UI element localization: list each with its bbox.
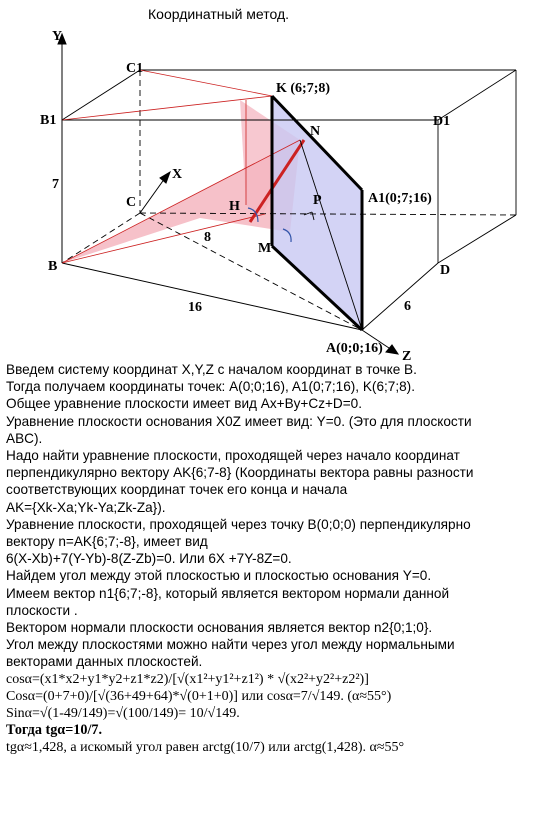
formula-cos-general: cosα=(x1*x2+y1*y2+z1*z2)/[√(x1²+y1²+z1²) * √(x2²+y2²+z2²)]: [6, 671, 369, 687]
text-line-14: Имеем вектор n1{6;7;-8}, который является вектором нормали данной: [6, 585, 450, 601]
text-line-4: Уравнение плоскости основания X0Z имеет вид: Y=0. (Это для плоскости: [6, 413, 472, 429]
formula-sin-value: Sinα=√(1-49/149)=√(100/149)= 10/√149.: [6, 706, 240, 722]
formula-answer: tgα≈1,428, а искомый угол равен arctg(10/7) или arctg(1,428). α≈55°: [6, 740, 405, 756]
label-h: H: [229, 199, 240, 214]
text-line-5: ABC).: [6, 430, 43, 446]
label-a1: A1(0;7;16): [368, 191, 432, 206]
formula-cos-value: Cosα=(0+7+0)/[√(36+49+64)*√(0+1+0)] или cosα=7/√149. (α≈55°): [6, 688, 392, 704]
text-line-15: плоскости .: [6, 602, 78, 618]
text-line-9: AK={Xk-Xa;Yk-Ya;Zk-Za}).: [6, 499, 166, 515]
text-line-3: Общее уравнение плоскости имеет вид Ax+By+Cz+D=0.: [6, 396, 363, 412]
label-axis-x: X: [172, 167, 183, 182]
label-d1: D1: [433, 114, 451, 129]
text-line-12: 6(X-Xb)+7(Y-Yb)-8(Z-Zb)=0. Или 6X +7Y-8Z=0.: [6, 551, 292, 567]
label-b: B: [48, 259, 58, 274]
text-line-1: Введем систему координат X,Y,Z с началом координат в точке B.: [6, 362, 417, 377]
page-title: Координатный метод.: [148, 6, 290, 22]
text-line-16: Вектором нормали плоскости основания является вектор n2{0;1;0}.: [6, 620, 433, 636]
label-p: P: [313, 193, 322, 208]
label-axis-y: Y: [52, 29, 63, 44]
formula-tg-value: Тогда tgα=10/7.: [6, 722, 103, 739]
text-line-6: Надо найти уравнение плоскости, проходящей через начало координат: [6, 448, 460, 464]
solution-text: [6, 361, 551, 757]
label-axis-z: Z: [402, 349, 412, 360]
dimension-16: 16: [188, 300, 202, 315]
dimension-7: 7: [52, 177, 59, 192]
label-b1: B1: [40, 113, 57, 128]
dimension-8: 8: [204, 230, 211, 245]
label-c: C: [126, 195, 137, 210]
label-d: D: [440, 263, 451, 278]
text-line-11: вектору n=AK{6;7;-8}, имеет вид: [6, 534, 208, 550]
text-line-17: Угол между плоскостями можно найти через угол между нормальными: [6, 637, 455, 653]
text-line-2: Тогда получаем координаты точек: A(0;0;16), A1(0;7;16), K(6;7;8).: [6, 379, 415, 395]
label-k: K (6;7;8): [276, 81, 331, 96]
text-line-7: перпендикулярно вектору AK{6;7-8} (Координаты вектора равны разности: [6, 465, 474, 481]
label-m: M: [258, 241, 272, 256]
geometry-diagram: [0, 0, 556, 360]
label-n: N: [310, 124, 321, 139]
label-c1: C1: [126, 61, 144, 76]
text-line-13: Найдем угол между этой плоскостью и плоскостью основания Y=0.: [6, 568, 432, 584]
label-a: A(0;0;16): [326, 341, 383, 356]
text-line-8: соответствующих координат точек его конца и начала: [6, 482, 348, 498]
text-line-18: векторами данных плоскостей.: [6, 654, 203, 670]
dimension-6: 6: [404, 299, 411, 314]
text-line-10: Уравнение плоскости, проходящей через точку B(0;0;0) перпендикулярно: [6, 516, 471, 532]
